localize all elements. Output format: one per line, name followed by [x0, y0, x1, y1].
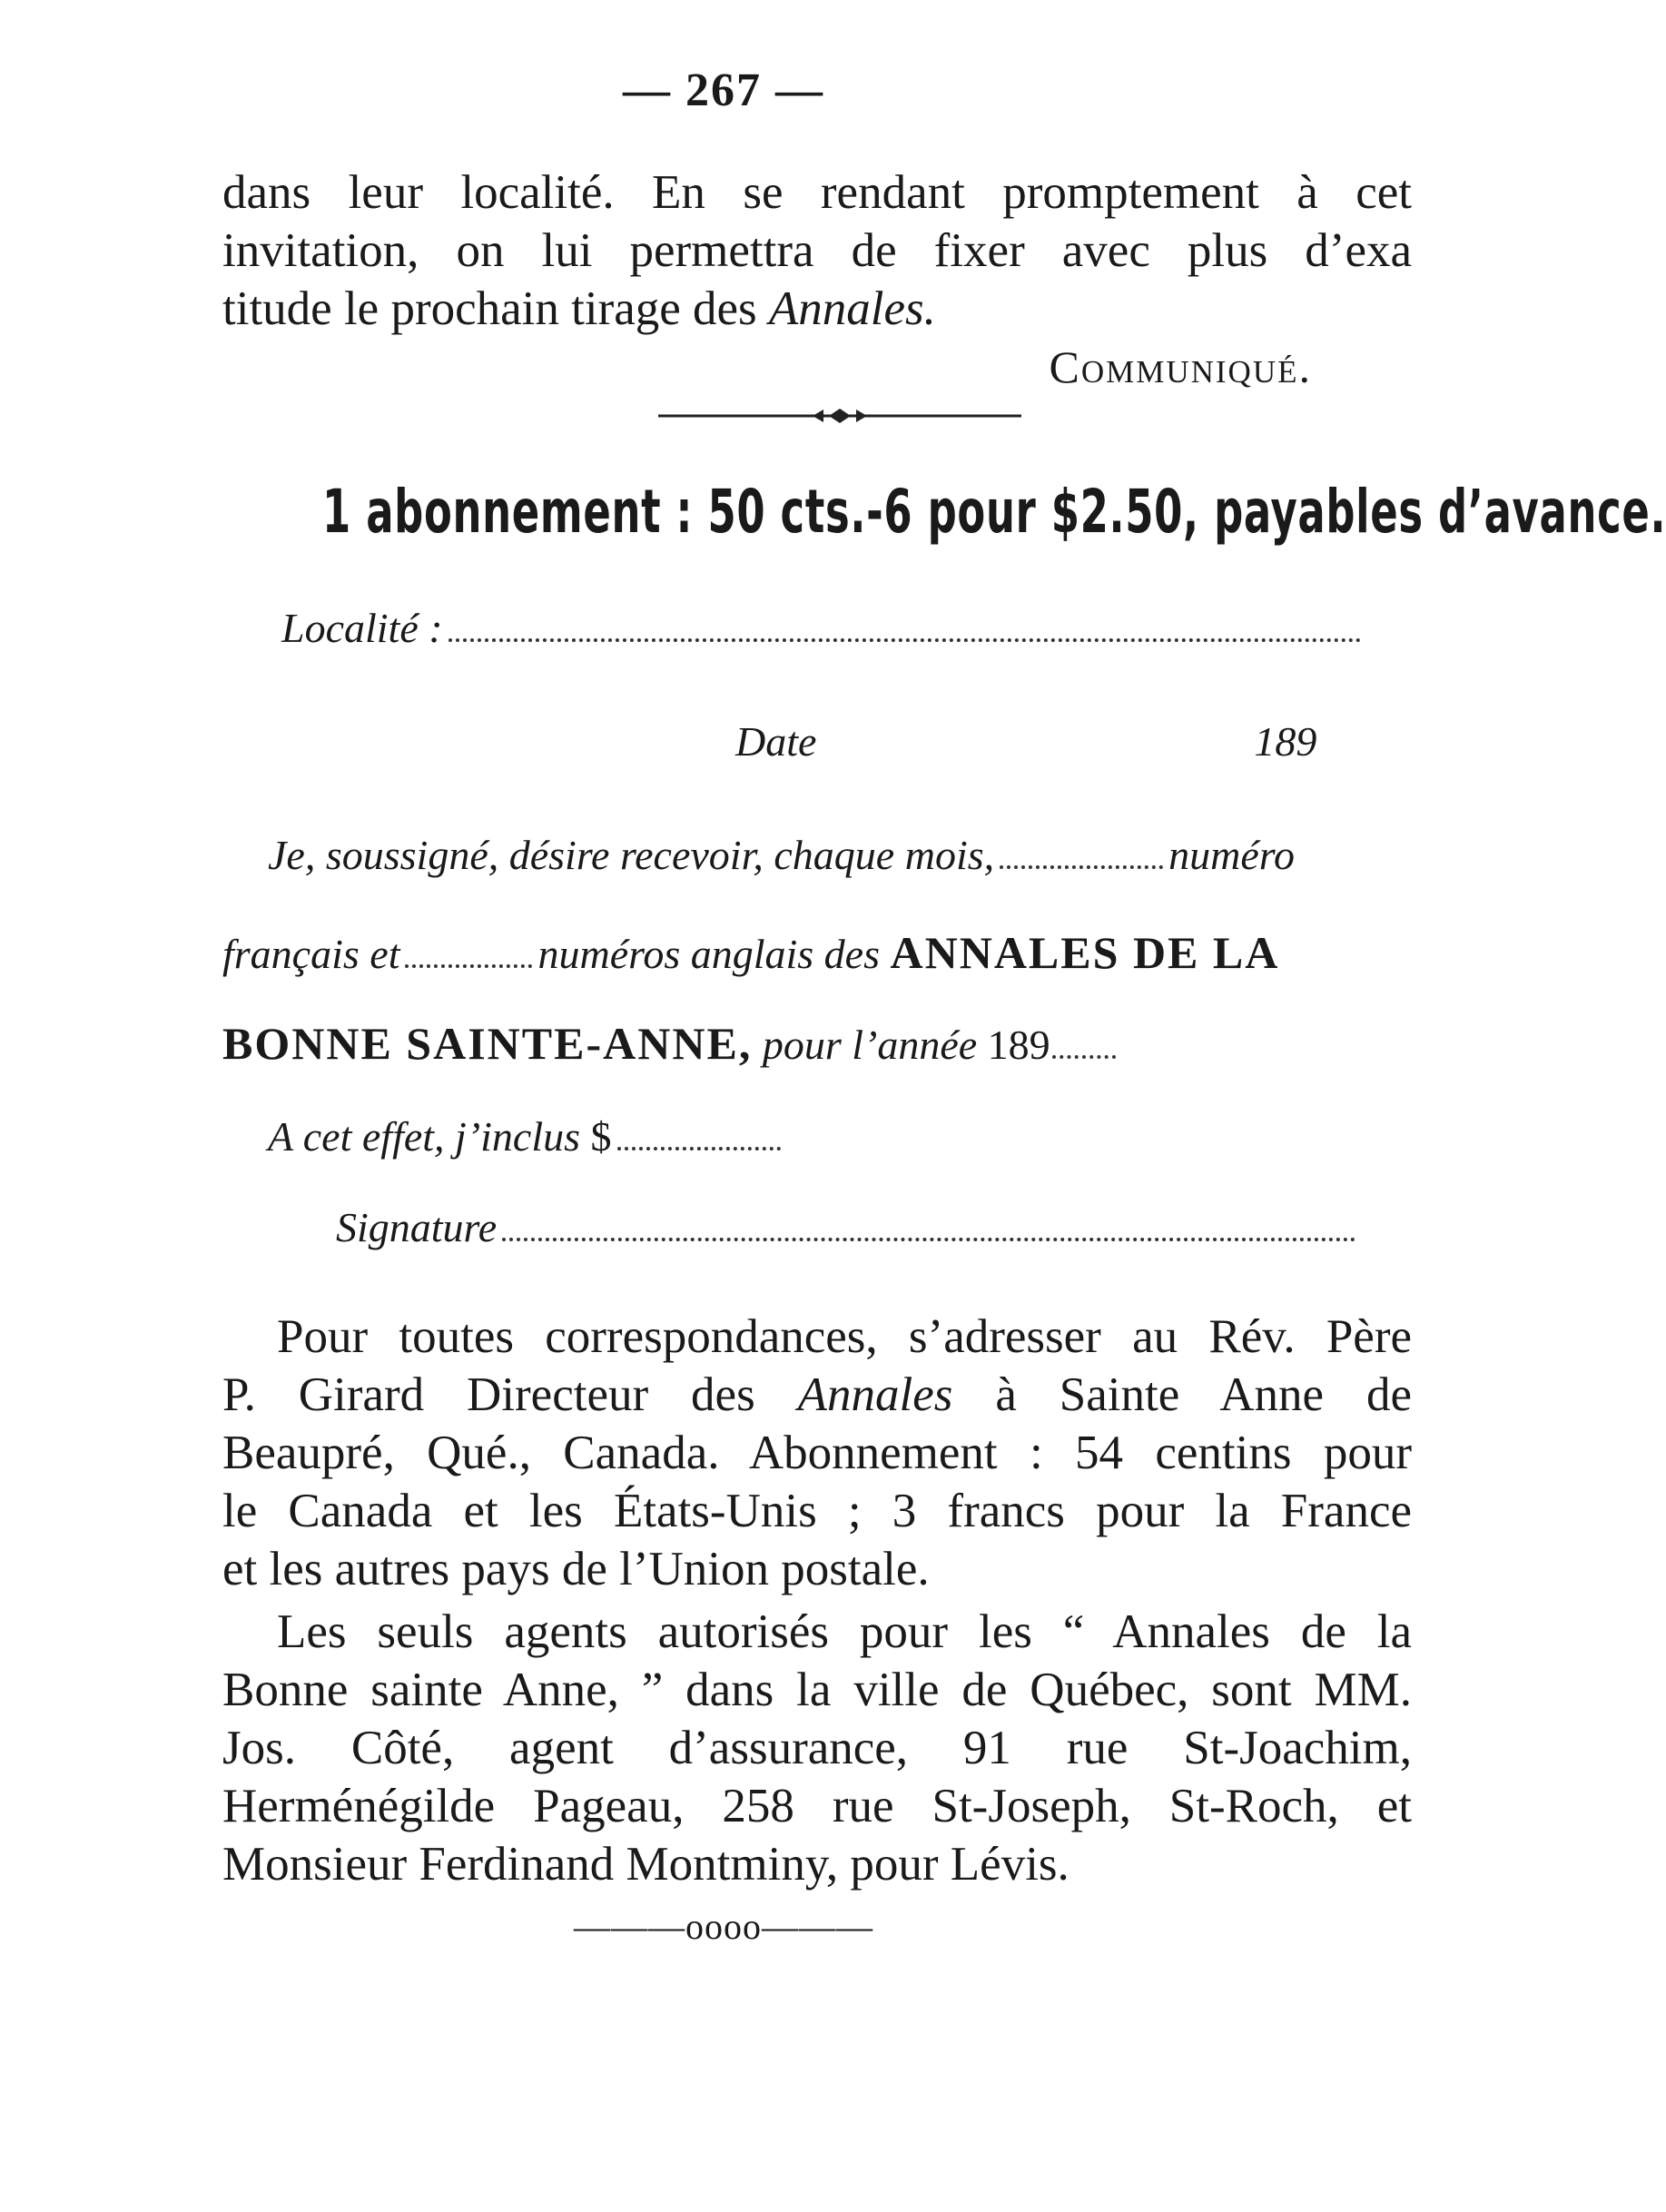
agents-line-1: Les seuls agents autorisés pour les “ Annales de la — [277, 1605, 1412, 1658]
form-line-3-bold: BONNE SAINTE-ANNE, — [222, 1018, 753, 1069]
end-marker: ———oooo——— — [574, 1906, 873, 1947]
intro-paragraph — [222, 163, 1412, 396]
agents-line-4: Herménégilde Pageau, 258 rue St-Joseph, St-Roch, et — [222, 1780, 1412, 1832]
agents-line-3: Jos. Côté, agent d’assurance, 91 rue St-Joachim, — [222, 1722, 1412, 1774]
ornament-divider — [658, 407, 1021, 425]
correspondence-line-2c: à Sainte Anne de — [995, 1368, 1413, 1421]
signature-label: Signature — [336, 1204, 498, 1250]
correspondence-line-4: le Canada et les États-Unis ; 3 francs pour la France — [222, 1485, 1412, 1537]
correspondence-paragraph — [222, 1308, 1412, 1598]
signature-blank — [502, 1229, 1355, 1241]
date-blank — [822, 743, 1248, 755]
locality-blank — [449, 629, 1361, 642]
intro-line-3 — [222, 280, 1412, 338]
agents-paragraph — [222, 1603, 1412, 1893]
correspondence-line-2 — [222, 1366, 1412, 1424]
form-line-3-rest: pour l’année — [762, 1022, 978, 1068]
form-line-1-end: numéro — [1168, 832, 1295, 878]
payment-label: A cet effet, j’inclus — [268, 1113, 581, 1160]
dollar-sign: $ — [590, 1113, 612, 1160]
intro-line-1: dans leur localité. En se rendant promptement à cet — [222, 166, 1412, 219]
english-copies-blank — [405, 955, 532, 968]
payment-blank — [617, 1138, 781, 1150]
page-number: — 267 — — [623, 64, 824, 116]
correspondence-line-2a: P. Girard Directeur des — [222, 1368, 755, 1421]
form-line-3 — [222, 1017, 1121, 1070]
intro-line-3-text: titude le prochain tirage des — [222, 282, 757, 335]
date-field — [735, 717, 1316, 765]
french-copies-blank — [1000, 856, 1163, 869]
agents-line-2: Bonne sainte Anne, ” dans la ville de Québec, sont MM. — [222, 1664, 1412, 1716]
intro-line-2: invitation, on lui permettra de fixer avec plus d’exa — [222, 224, 1412, 277]
communique-signoff: Communiqué. — [1049, 341, 1312, 392]
year-blank — [1052, 1046, 1116, 1059]
subscription-price-line: 1 abonnement : 50 cts.-6 pour $2.50, payables d’avance. — [322, 477, 1666, 547]
form-line-1 — [268, 831, 1295, 879]
form-line-2-mid: numéros anglais des — [537, 931, 880, 977]
correspondence-line-1: Pour toutes correspondances, s’adresser au Rév. Père — [277, 1310, 1412, 1363]
locality-field — [281, 604, 1366, 652]
form-line-3-year: 189 — [987, 1022, 1050, 1068]
form-line-2-start: français et — [222, 931, 400, 977]
locality-label: Localité : — [281, 605, 443, 651]
intro-annales: Annales. — [768, 282, 936, 335]
correspondence-line-3: Beaupré, Qué., Canada. Abonnement : 54 centins pour — [222, 1427, 1412, 1479]
form-line-2-bold: ANNALES DE LA — [890, 927, 1280, 978]
signature-field — [336, 1203, 1361, 1251]
agents-line-5: Monsieur Ferdinand Montminy, pour Lévis. — [222, 1838, 1070, 1891]
form-line-2 — [222, 926, 1279, 979]
payment-field — [268, 1112, 786, 1160]
correspondence-line-5: et les autres pays de l’Union postale. — [222, 1543, 930, 1595]
correspondence-annales: Annales — [797, 1368, 953, 1421]
date-year: 189 — [1254, 718, 1317, 765]
date-label: Date — [735, 718, 817, 765]
form-line-1-start: Je, soussigné, désire recevoir, chaque mois, — [268, 832, 995, 878]
